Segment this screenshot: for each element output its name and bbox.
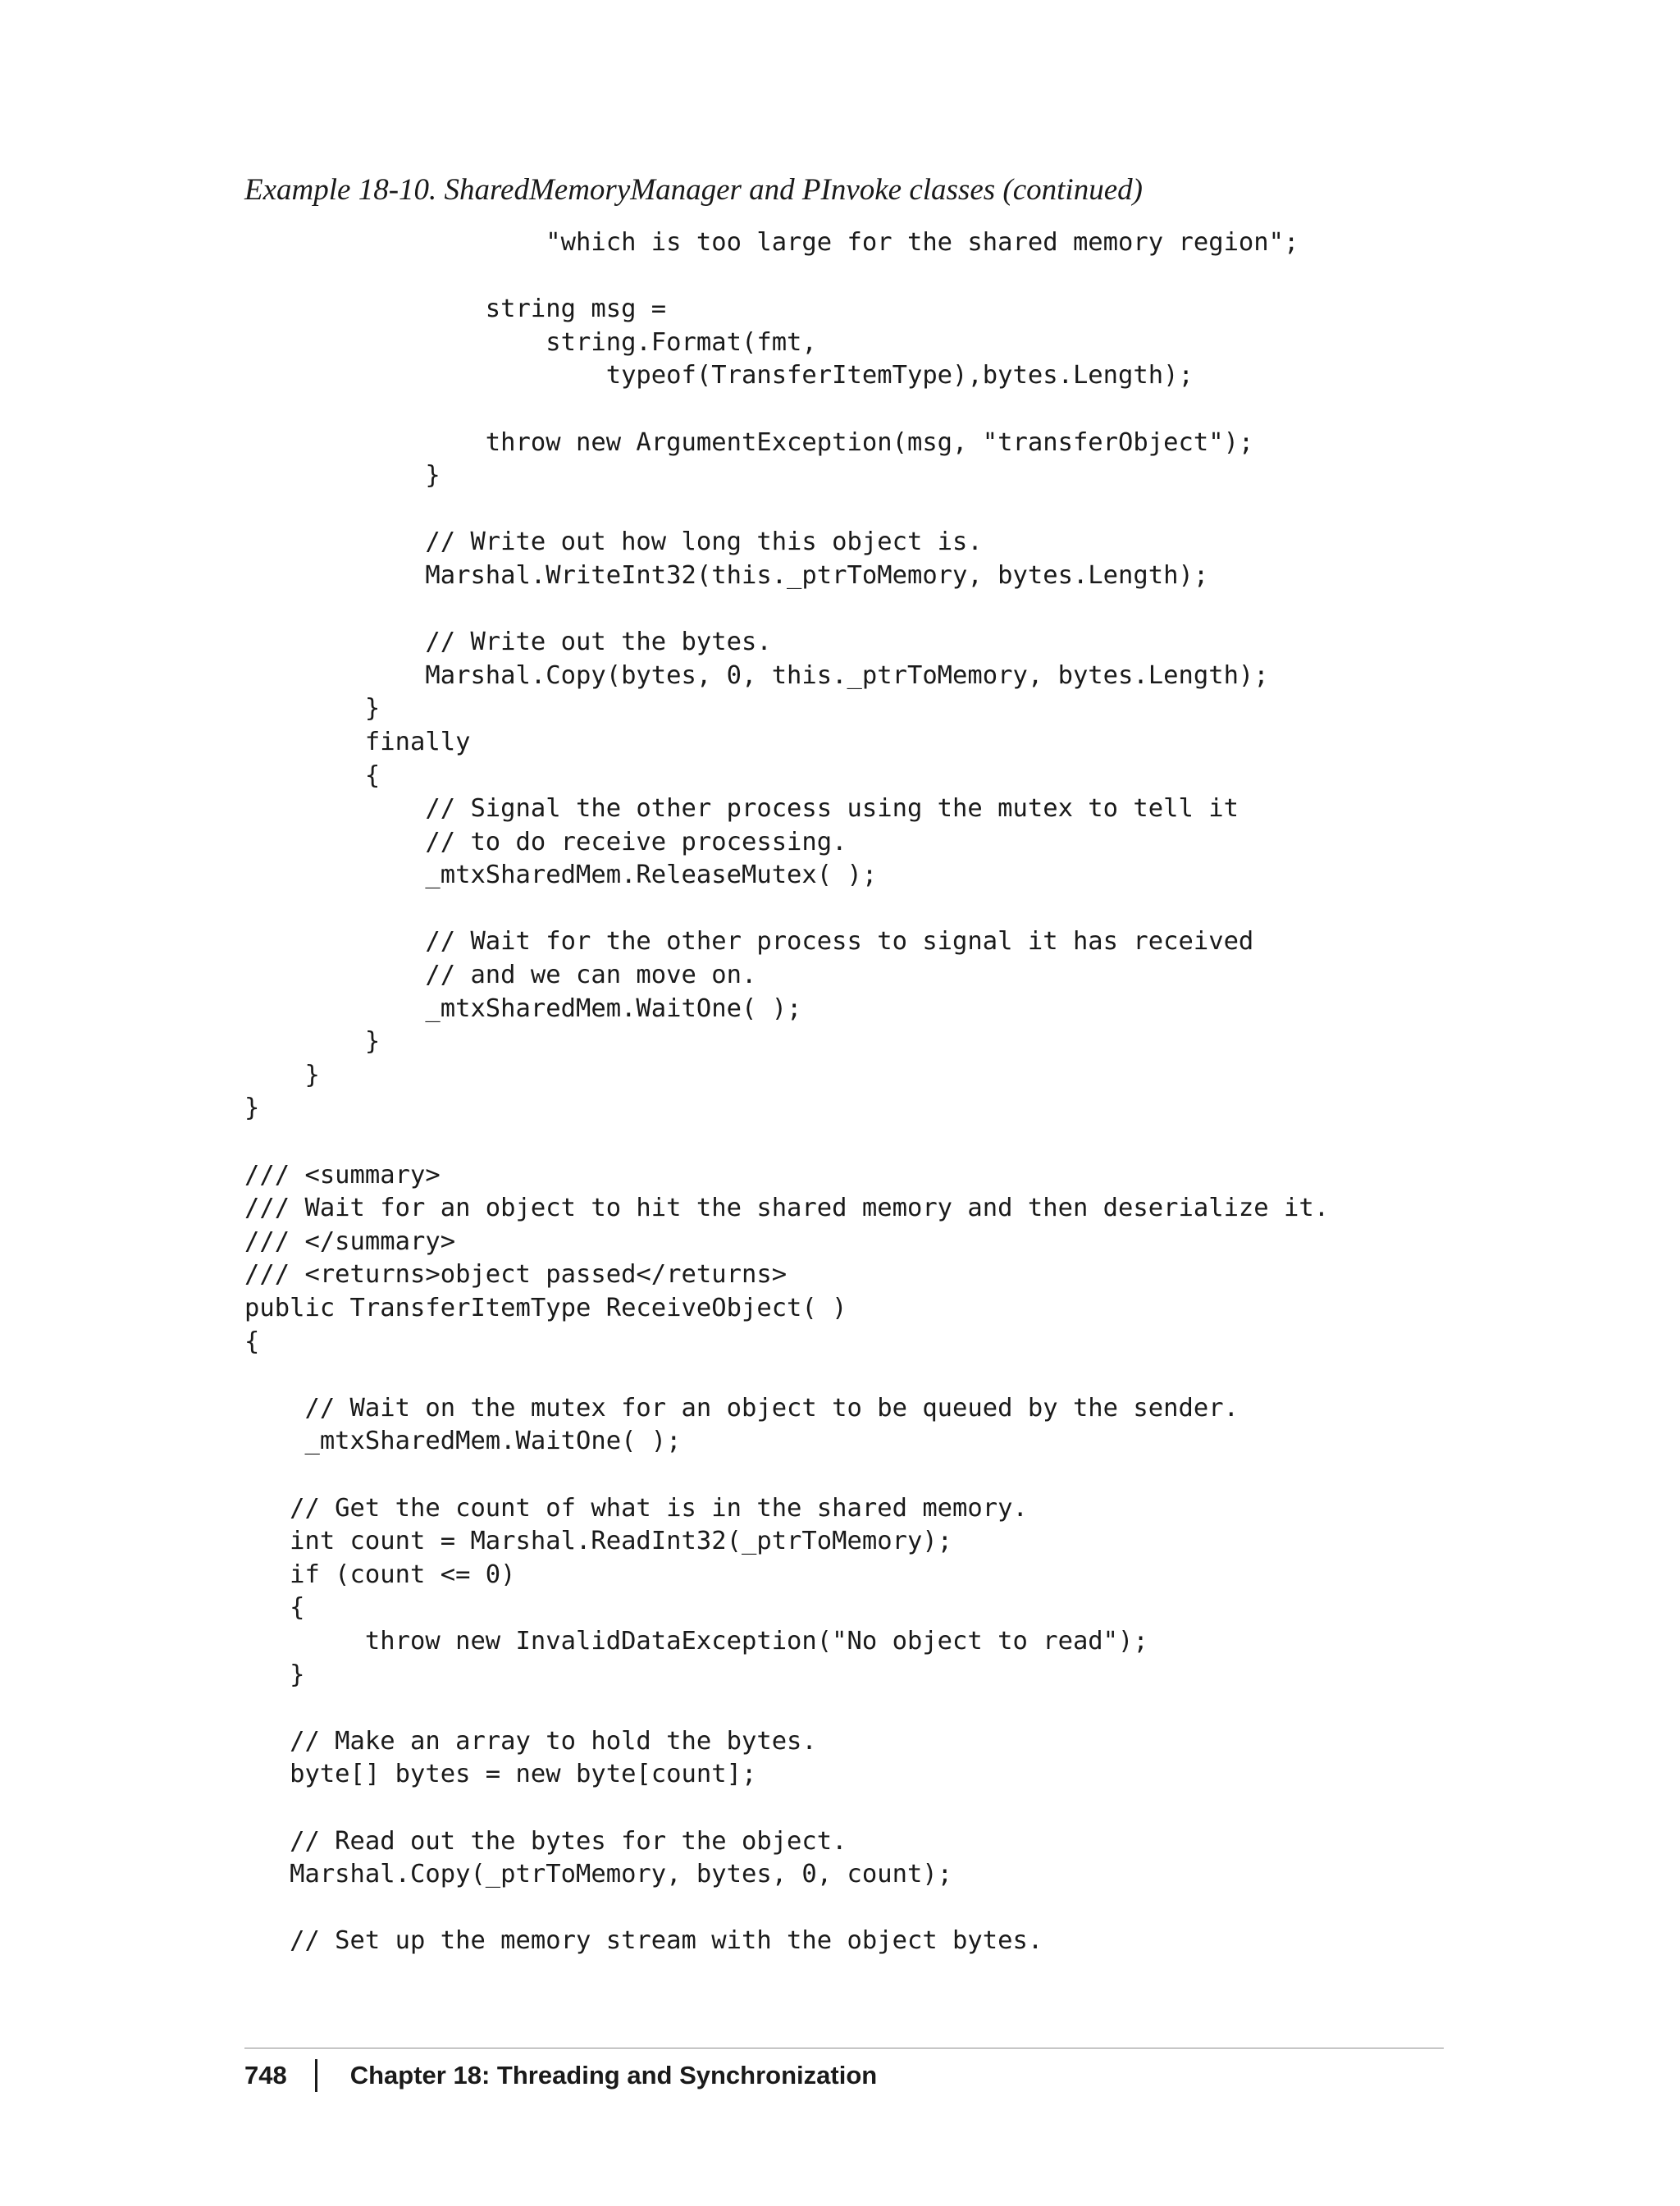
code-line: // and we can move on. (244, 961, 757, 990)
code-line (244, 1892, 1329, 1925)
code-line: /// <returns>object passed</returns> (244, 1260, 788, 1290)
chapter-title: Chapter 18: Threading and Synchronization (349, 2061, 878, 2090)
code-line: _mtxSharedMem.ReleaseMutex( ); (244, 861, 878, 890)
code-line: /// </summary> (244, 1226, 456, 1256)
code-line: finally (244, 727, 471, 756)
code-line: Marshal.WriteInt32(this._ptrToMemory, bytes.Length); (244, 560, 1209, 590)
code-line: _mtxSharedMem.WaitOne( ); (244, 993, 802, 1023)
code-line: throw new ArgumentException(msg, "transferObject"); (244, 427, 1254, 457)
code-line (244, 393, 1329, 427)
code-line: string msg = (244, 295, 667, 324)
code-line: // Write out the bytes. (244, 628, 772, 657)
code-line: "which is too large for the shared memory region"; (244, 228, 1299, 257)
code-line: // Get the count of what is in the shared memory. (244, 1493, 1028, 1523)
code-line: // to do receive processing. (244, 827, 847, 856)
example-caption: Example 18-10. SharedMemoryManager and PInvoke classes (continued) (244, 173, 1143, 207)
code-line: typeof(TransferItemType),bytes.Length); (244, 361, 1194, 391)
code-line: { (244, 1593, 305, 1623)
code-line: } (244, 461, 441, 491)
code-line (244, 1359, 1329, 1392)
code-line: // Make an array to hold the bytes. (244, 1726, 817, 1756)
code-line: // Wait for the other process to signal it has received (244, 927, 1254, 957)
code-line: // Write out how long this object is. (244, 528, 983, 557)
code-line (244, 260, 1329, 294)
code-line: } (244, 1094, 260, 1123)
code-line: /// Wait for an object to hit the shared memory and then deserialize it. (244, 1194, 1330, 1223)
code-line: // Set up the memory stream with the object bytes. (244, 1926, 1043, 1956)
page-number: 748 (244, 2061, 287, 2090)
code-line: // Signal the other process using the mutex to tell it (244, 794, 1239, 824)
code-line: } (244, 694, 381, 724)
code-line (244, 593, 1329, 627)
code-line: int count = Marshal.ReadInt32(_ptrToMemory); (244, 1527, 953, 1556)
code-line: if (count <= 0) (244, 1560, 516, 1589)
code-line: _mtxSharedMem.WaitOne( ); (244, 1427, 682, 1456)
code-line: // Read out the bytes for the object. (244, 1826, 847, 1856)
code-line: } (244, 1660, 305, 1689)
code-line: /// <summary> (244, 1160, 441, 1190)
code-line: throw new InvalidDataException("No object to read"); (244, 1626, 1148, 1656)
code-line: public TransferItemType ReceiveObject( ) (244, 1294, 847, 1322)
code-line (244, 1459, 1329, 1492)
code-line: Marshal.Copy(bytes, 0, this._ptrToMemory, bytes.Length); (244, 660, 1269, 690)
code-line (244, 493, 1329, 527)
code-line (244, 1126, 1329, 1159)
code-line: // Wait on the mutex for an object to be queued by the sender. (244, 1393, 1239, 1423)
footer-separator (315, 2059, 317, 2092)
code-listing (244, 226, 1329, 1958)
code-line (244, 893, 1329, 926)
code-line: byte[] bytes = new byte[count]; (244, 1760, 757, 1789)
code-line: } (244, 1027, 381, 1057)
code-line: string.Format(fmt, (244, 327, 817, 357)
code-line (244, 1692, 1329, 1725)
code-line (244, 1792, 1329, 1825)
code-line: { (244, 760, 381, 790)
page-footer (244, 2054, 877, 2097)
code-line: } (244, 1060, 320, 1089)
code-line: { (244, 1327, 260, 1356)
code-line: Marshal.Copy(_ptrToMemory, bytes, 0, count); (244, 1860, 953, 1889)
